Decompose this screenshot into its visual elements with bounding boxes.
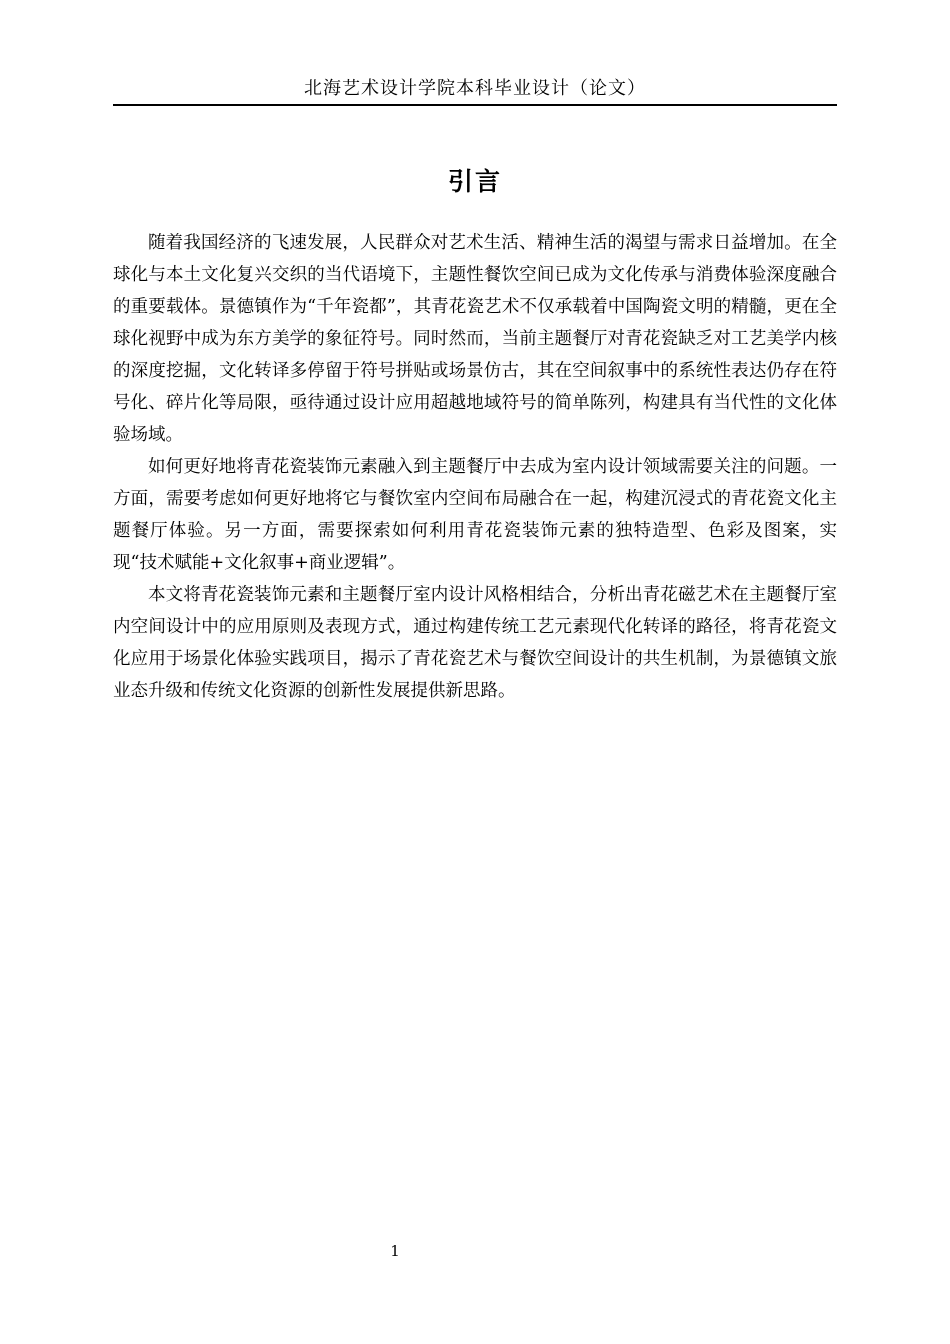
page-header: 北海艺术设计学院本科毕业设计（论文） — [304, 78, 646, 99]
header-rule — [113, 104, 837, 106]
page-title: 引言 — [447, 167, 502, 196]
body-text — [113, 227, 837, 707]
paragraph-1: 随着我国经济的飞速发展，人民群众对艺术生活、精神生活的渴望与需求日益增加。在全球化与本土文化复兴交织的当代语境下，主题性餐饮空间已成为文化传承与消费体验深度融合的重要载体。景德镇作为“千年瓷都”，其青花瓷艺术不仅承载着中国陶瓷文明的精髓，更在全球化视野中成为东方美学的象征符号。同时然而，当前主题餐厅对青花瓷缺乏对工艺美学内核的深度挖掘，文化转译多停留于符号拼贴或场景仿古，其在空间叙事中的系统性表达仍存在符号化、碎片化等局限，亟待通过设计应用超越地域符号的简单陈列，构建具有当代性的文化体验场域。 — [113, 233, 837, 445]
paragraph-3: 本文将青花瓷装饰元素和主题餐厅室内设计风格相结合，分析出青花磁艺术在主题餐厅室内空间设计中的应用原则及表现方式，通过构建传统工艺元素现代化转译的路径，将青花瓷文化应用于场景化体验实践项目，揭示了青花瓷艺术与餐饮空间设计的共生机制，为景德镇文旅业态升级和传统文化资源的创新性发展提供新思路。 — [113, 585, 837, 701]
page-number: 1 — [390, 1242, 400, 1260]
paragraph-2: 如何更好地将青花瓷装饰元素融入到主题餐厅中去成为室内设计领域需要关注的问题。一方面，需要考虑如何更好地将它与餐饮室内空间布局融合在一起，构建沉浸式的青花瓷文化主题餐厅体验。另一方面，需要探索如何利用青花瓷装饰元素的独特造型、色彩及图案，实现“技术赋能+文化叙事+商业逻辑”。 — [113, 457, 837, 573]
